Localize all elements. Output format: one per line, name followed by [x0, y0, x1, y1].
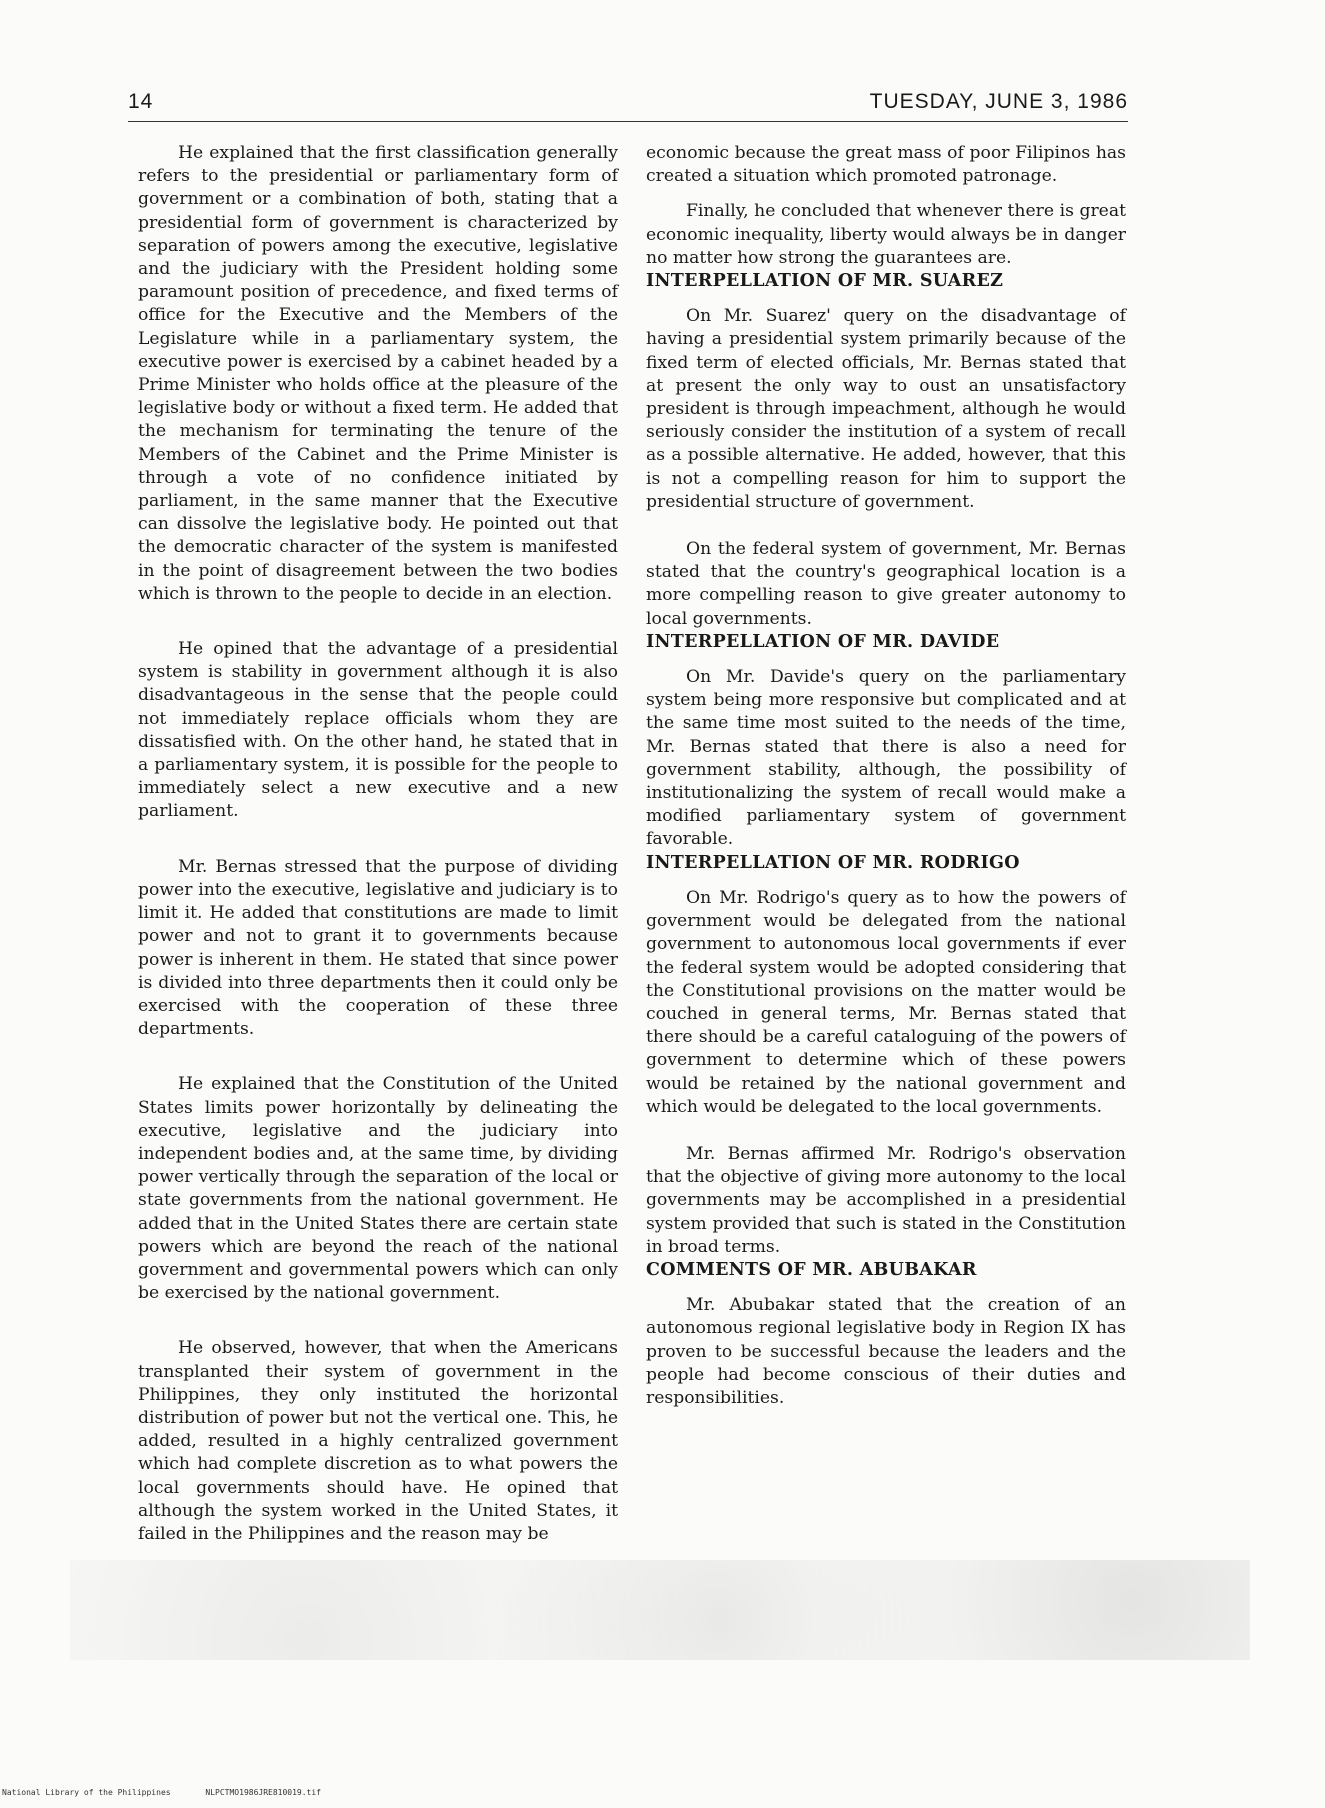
scan-footer [2, 1788, 351, 1797]
paragraph: On Mr. Suarez' query on the disadvantage of having a presidential system primarily because of the fixed term of elected officials, Mr. Bernas stated that at present the only way to oust an unsatisfactory president is through impeachment, although he would seriously consider the institution of a system of recall as a possible alternative. He added, however, that this is not a compelling reason for him to support the presidential structure of government. [646, 306, 1126, 512]
paragraph: Mr. Bernas affirmed Mr. Rodrigo's observation that the objective of giving more autonomy to the local governments may be accomplished in a presidential system provided that such is stated in the Constitution in broad terms. [646, 1143, 1126, 1257]
paragraph: On Mr. Rodrigo's query as to how the powers of government would be delegated from the national government to autonomous local governments if ever the federal system would be adopted considering that the Constitutional provisions on the matter would be couched in general terms, Mr. Bernas stated that there should be a careful cataloguing of the powers of government to determine which of these powers would be retained by the national government and which would be delegated to the local governments. [646, 887, 1126, 1117]
paragraph: He opined that the advantage of a presidential system is stability in government although it is also disadvantageous in the sense that the people could not immediately replace officials whom they are dissatisfied with. On the other hand, he stated that in a parliamentary system, it is possible for the people to immediately select a new executive and a new parliament. [138, 639, 618, 822]
footer-library: National Library of the Philippines [2, 1788, 171, 1797]
section-heading: INTERPELLATION OF MR. DAVIDE [646, 631, 1000, 652]
paragraph: He explained that the Constitution of the United States limits power horizontally by delineating the executive, legislative and the judiciary into independent bodies and, at the same time, by dividing power vertically through the separation of the local or state governments from the national government. He added that in the United States there are certain state powers which are beyond the reach of the national government and governmental powers which can only be exercised by the national government. [138, 1074, 618, 1304]
paragraph: economic because the great mass of poor Filipinos has created a situation which promoted patronage. [646, 143, 1126, 187]
header-rule [128, 121, 1128, 122]
paragraph: On Mr. Davide's query on the parliamentary system being more responsive but complicated and at the same time most suited to the needs of the time, Mr. Bernas stated that there is also a need for government stability, although, the possibility of institutionalizing the system of recall would make a modified parliamentary system of government favorable. [646, 667, 1126, 850]
page-number: 14 [128, 90, 154, 113]
paragraph: He explained that the first classification generally refers to the presidential or parliamentary form of government or a combination of both, stating that a presidential form of government is characterized by separation of powers among the executive, legislative and the judiciary with the President holding some paramount position of precedence, and fixed terms of office for the Executive and the Members of the Legislature while in a parliamentary system, the executive power is exercised by a cabinet headed by a Prime Minister who holds office at the pleasure of the legislative body or without a fixed term. He added that the mechanism for terminating the tenure of the Members of the Cabinet and the Prime Minister is through a vote of no confidence initiated by parliament, in the same manner that the Executive can dissolve the legislative body. He pointed out that the democratic character of the system is manifested in the point of disagreement between the two bodies which is thrown to the people to decide in an election. [138, 143, 618, 604]
paragraph: Mr. Abubakar stated that the creation of an autonomous regional legislative body in Region IX has proven to be successful because the leaders and the people had become conscious of their duties and responsibilities. [646, 1295, 1126, 1408]
scan-noise [70, 1560, 1250, 1660]
paragraph: On the federal system of government, Mr. Bernas stated that the country's geographical location is a more compelling reason to give greater autonomy to local governments. [646, 539, 1126, 629]
footer-file: NLPCTMO1986JRE810019.tif [205, 1788, 321, 1797]
paragraph: Finally, he concluded that whenever there is great economic inequality, liberty would always be in danger no matter how strong the guarantees are. [646, 201, 1126, 268]
section-heading: INTERPELLATION OF MR. RODRIGO [646, 852, 1020, 873]
header-date: TUESDAY, JUNE 3, 1986 [869, 90, 1128, 113]
right-column [646, 142, 1126, 1410]
left-column [138, 142, 618, 1546]
paragraph: He observed, however, that when the Americans transplanted their system of government in the Philippines, they only instituted the horizontal distribution of power but not the vertical one. This, he added, resulted in a highly centralized government which had complete discretion as to what powers the local governments should have. He opined that although the system worked in the United States, it failed in the Philippines and the reason may be [138, 1338, 618, 1544]
section-heading: COMMENTS OF MR. ABUBAKAR [646, 1259, 977, 1280]
paragraph: Mr. Bernas stressed that the purpose of dividing power into the executive, legislative and judiciary is to limit it. He added that constitutions are made to limit power and not to grant it to governments because power is inherent in them. He stated that since power is divided into three departments then it could only be exercised with the cooperation of these three departments. [138, 856, 618, 1040]
page-header [128, 78, 1128, 118]
section-heading: INTERPELLATION OF MR. SUAREZ [646, 271, 1004, 292]
